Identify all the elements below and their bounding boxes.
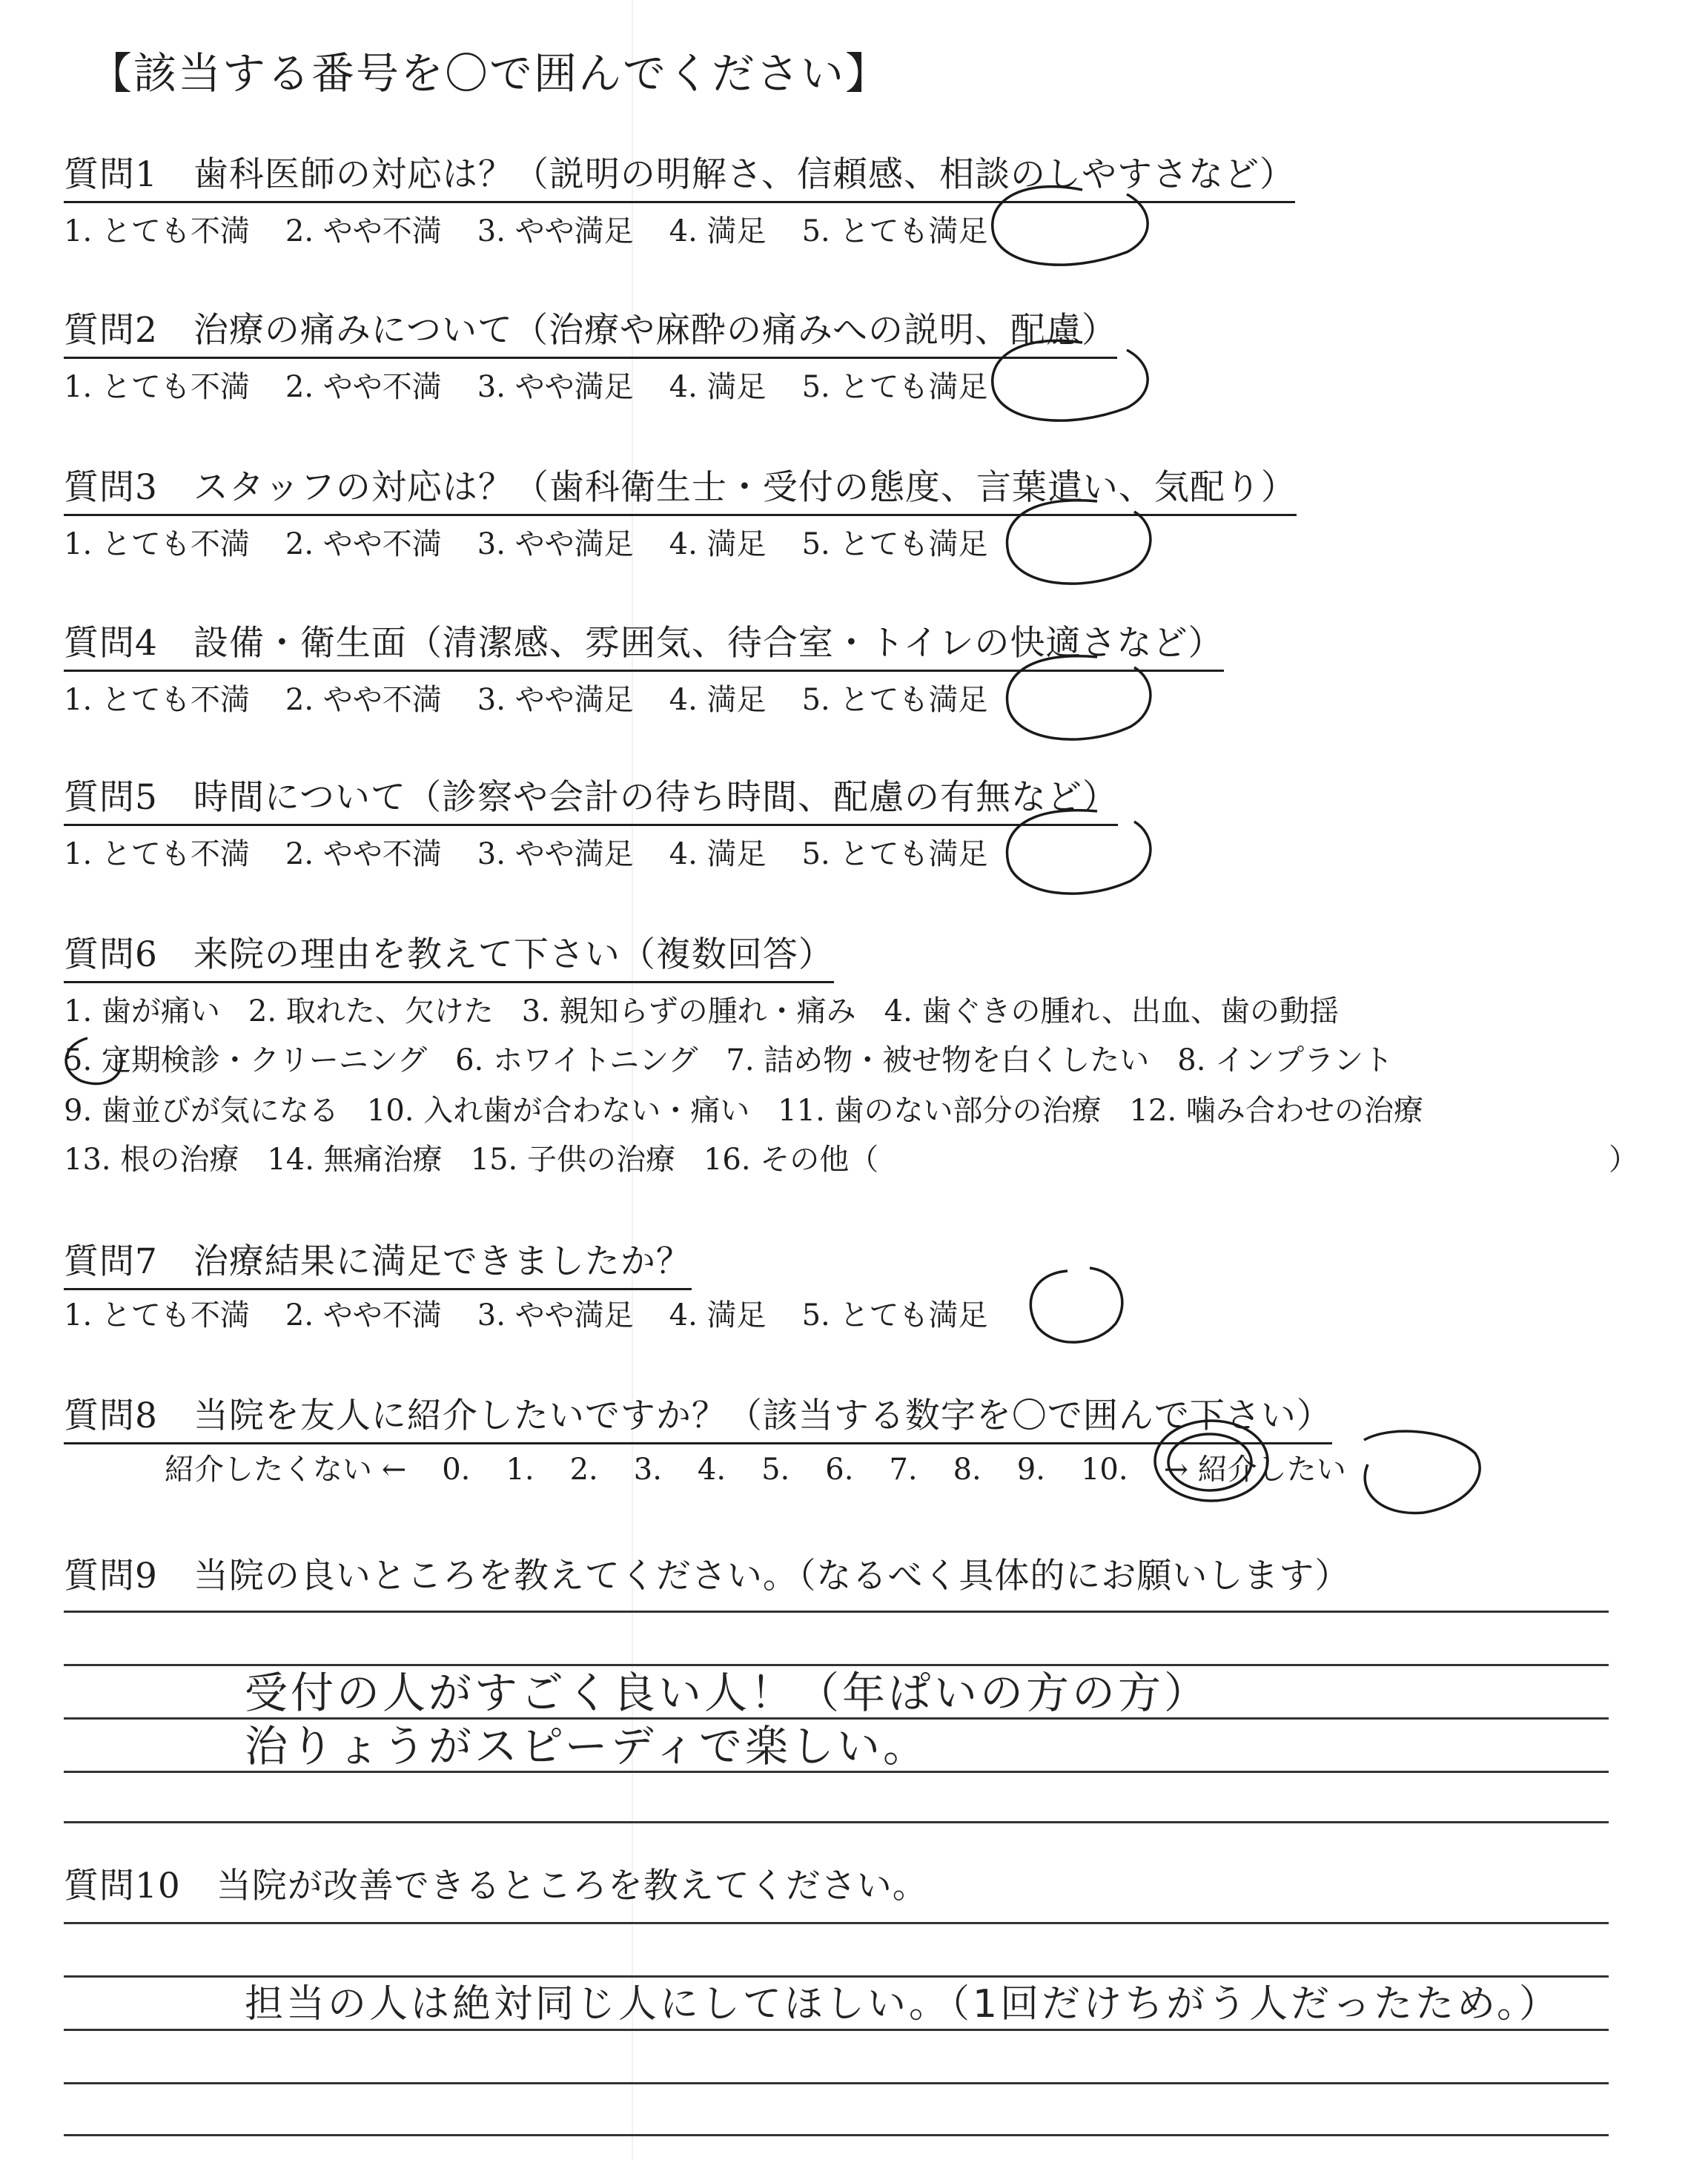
q8-left-label: 紹介したくない ← xyxy=(165,1453,407,1487)
q8-value-9[interactable]: 9. xyxy=(1016,1453,1045,1487)
q4-option-4[interactable]: 4. 満足 xyxy=(669,683,767,717)
q7-option-2[interactable]: 2. やや不満 xyxy=(285,1298,442,1332)
q3-option-5[interactable]: 5. とても満足 xyxy=(801,527,988,561)
q5-option-1[interactable]: 1. とても不満 xyxy=(64,837,250,871)
q8-right-label: → 紹介したい xyxy=(1163,1453,1346,1487)
question-4 xyxy=(64,615,1224,672)
q8-value-2[interactable]: 2. xyxy=(569,1453,598,1487)
q6-option-13[interactable]: 13. 根の治療 xyxy=(64,1143,239,1177)
question-3-title: 質問3 スタッフの対応は？（歯科衛生士・受付の態度、言葉遣い、気配り） xyxy=(64,460,1297,516)
q4-option-2[interactable]: 2. やや不満 xyxy=(285,683,442,717)
q6-row-2 xyxy=(64,1037,1421,1079)
question-9-title: 質問9 当院の良いところを教えてください。（なるべく具体的にお願いします） xyxy=(64,1556,1351,1596)
q7-options xyxy=(64,1292,1023,1334)
question-7 xyxy=(64,1234,692,1290)
q2-option-3[interactable]: 3. やや満足 xyxy=(477,370,634,404)
question-4-title: 質問4 設備・衛生面（清潔感、雰囲気、待合室・トイレの快適さなど） xyxy=(64,615,1224,672)
q6-option-1[interactable]: 1. 歯が痛い xyxy=(64,994,220,1028)
q8-value-4[interactable]: 4. xyxy=(697,1453,726,1487)
q9-answer-line-1 xyxy=(64,1611,1609,1613)
instruction-header: 【該当する番号を〇で囲んでください】 xyxy=(89,48,890,99)
q7-option-3[interactable]: 3. やや満足 xyxy=(477,1298,634,1332)
question-5-title: 質問5 時間について（診察や会計の待ち時間、配慮の有無など） xyxy=(64,770,1118,826)
q8-scale xyxy=(165,1446,1382,1488)
q6-option-7[interactable]: 7. 詰め物・被せ物を白くしたい xyxy=(726,1043,1150,1077)
q6-row-3 xyxy=(64,1087,1452,1129)
q3-option-1[interactable]: 1. とても不満 xyxy=(64,527,250,561)
question-8-title: 質問8 当院を友人に紹介したいですか？（該当する数字を〇で囲んで下さい） xyxy=(64,1388,1332,1444)
q7-option-5[interactable]: 5. とても満足 xyxy=(801,1298,988,1332)
q6-option-4[interactable]: 4. 歯ぐきの腫れ、出血、歯の動揺 xyxy=(884,994,1339,1028)
q2-option-1[interactable]: 1. とても不満 xyxy=(64,370,250,404)
q9-answer-line-5 xyxy=(64,1821,1609,1823)
question-3 xyxy=(64,460,1297,516)
q9-handwritten-answer-1: 受付の人がすごく良い人！（年ぱいの方の方） xyxy=(245,1668,1211,1718)
question-7-title: 質問7 治療結果に満足できましたか？ xyxy=(64,1234,692,1290)
q3-option-4[interactable]: 4. 満足 xyxy=(669,527,767,561)
q6-option-15[interactable]: 15. 子供の治療 xyxy=(470,1143,675,1177)
q1-option-4[interactable]: 4. 満足 xyxy=(669,214,767,248)
q6-option-9[interactable]: 9. 歯並びが気になる xyxy=(64,1094,339,1128)
q9-handwritten-answer-2: 治りょうがスピーディで楽しい。 xyxy=(245,1721,930,1771)
q10-answer-line-4 xyxy=(64,2082,1609,2084)
q4-option-5[interactable]: 5. とても満足 xyxy=(801,683,988,717)
q8-value-6[interactable]: 6. xyxy=(825,1453,854,1487)
q10-handwritten-answer: 担当の人は絶対同じ人にしてほしい。（1回だけちがう人だったため。） xyxy=(245,1982,1561,2027)
q7-option-4[interactable]: 4. 満足 xyxy=(669,1298,767,1332)
q7-selection-circle xyxy=(1030,1268,1122,1342)
q6-option-3[interactable]: 3. 親知らずの腫れ・痛み xyxy=(521,994,856,1028)
q6-option-12[interactable]: 12. 噛み合わせの治療 xyxy=(1129,1094,1423,1128)
question-6-title: 質問6 来院の理由を教えて下さい（複数回答） xyxy=(64,927,834,983)
q8-value-3[interactable]: 3. xyxy=(633,1453,662,1487)
q3-option-2[interactable]: 2. やや不満 xyxy=(285,527,442,561)
q7-option-1[interactable]: 1. とても不満 xyxy=(64,1298,250,1332)
q4-options xyxy=(64,676,1023,719)
question-6 xyxy=(64,927,834,983)
q2-option-2[interactable]: 2. やや不満 xyxy=(285,370,442,404)
q5-option-5[interactable]: 5. とても満足 xyxy=(801,837,988,871)
q10-answer-line-1 xyxy=(64,1922,1609,1924)
q8-value-1[interactable]: 1. xyxy=(506,1453,534,1487)
q5-option-2[interactable]: 2. やや不満 xyxy=(285,837,442,871)
question-1 xyxy=(64,147,1295,203)
question-2 xyxy=(64,303,1117,359)
question-5 xyxy=(64,770,1118,826)
q6-row-1 xyxy=(64,988,1367,1030)
q3-options xyxy=(64,521,1023,563)
q5-options xyxy=(64,830,1023,873)
q6-option-6[interactable]: 6. ホワイトニング xyxy=(455,1043,698,1077)
question-8 xyxy=(64,1388,1332,1444)
q6-row-4 xyxy=(64,1136,907,1178)
q5-option-4[interactable]: 4. 満足 xyxy=(669,837,767,871)
q1-option-5[interactable]: 5. とても満足 xyxy=(801,214,988,248)
q6-other-close-paren: ） xyxy=(1609,1143,1638,1177)
q6-option-8[interactable]: 8. インプラント xyxy=(1177,1043,1394,1077)
q1-options xyxy=(64,208,1023,250)
q8-value-7[interactable]: 7. xyxy=(889,1453,918,1487)
q1-option-1[interactable]: 1. とても不満 xyxy=(64,214,250,248)
q8-value-10[interactable]: 10. xyxy=(1080,1453,1128,1487)
q8-value-0[interactable]: 0. xyxy=(442,1453,471,1487)
q6-option-14[interactable]: 14. 無痛治療 xyxy=(267,1143,443,1177)
question-10 xyxy=(64,1858,928,1908)
q10-answer-line-5 xyxy=(64,2134,1609,2136)
question-2-title: 質問2 治療の痛みについて（治療や麻酔の痛みへの説明、配慮） xyxy=(64,303,1117,359)
q2-option-5[interactable]: 5. とても満足 xyxy=(801,370,988,404)
q3-option-3[interactable]: 3. やや満足 xyxy=(477,527,634,561)
q10-answer-line-3 xyxy=(64,2029,1609,2031)
q1-option-2[interactable]: 2. やや不満 xyxy=(285,214,442,248)
q5-option-3[interactable]: 3. やや満足 xyxy=(477,837,634,871)
q4-option-3[interactable]: 3. やや満足 xyxy=(477,683,634,717)
q2-options xyxy=(64,363,1023,406)
q8-value-8[interactable]: 8. xyxy=(953,1453,982,1487)
q6-option-16[interactable]: 16. その他（ xyxy=(703,1143,879,1177)
q2-option-4[interactable]: 4. 満足 xyxy=(669,370,767,404)
q6-option-5[interactable]: 5. 定期検診・クリーニング xyxy=(64,1043,428,1077)
q4-option-1[interactable]: 1. とても不満 xyxy=(64,683,250,717)
q6-option-10[interactable]: 10. 入れ歯が合わない・痛い xyxy=(366,1094,750,1128)
q6-option-2[interactable]: 2. 取れた、欠けた xyxy=(248,994,494,1028)
question-9 xyxy=(64,1548,1350,1598)
q8-value-5[interactable]: 5. xyxy=(761,1453,790,1487)
q6-option-11[interactable]: 11. 歯のない部分の治療 xyxy=(778,1094,1102,1128)
question-10-title: 質問10 当院が改善できるところを教えてください。 xyxy=(64,1866,928,1906)
question-1-title: 質問1 歯科医師の対応は？（説明の明解さ、信頼感、相談のしやすさなど） xyxy=(64,147,1295,203)
q1-option-3[interactable]: 3. やや満足 xyxy=(477,214,634,248)
